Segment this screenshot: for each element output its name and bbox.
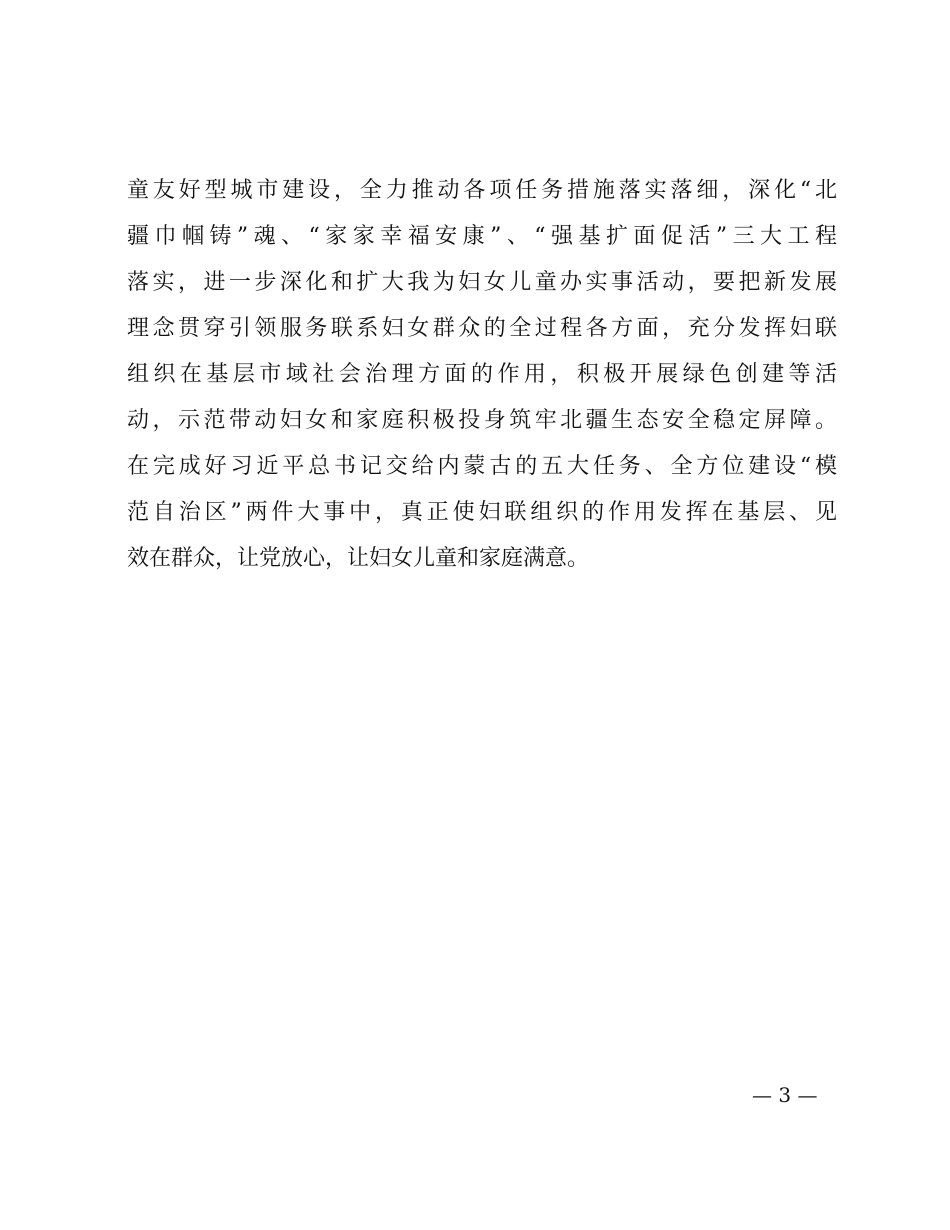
paragraph-line: 落实，进一步深化和扩大我为妇女儿童办实事活动，要把新发展 xyxy=(127,270,837,295)
paragraph-line: 动，示范带动妇女和家庭积极投身筑牢北疆生态安全稳定屏障。 xyxy=(127,408,837,433)
paragraph-line: 理念贯穿引领服务联系妇女群众的全过程各方面，充分发挥妇联 xyxy=(127,316,837,341)
paragraph-line: 范自治区”两件大事中，真正使妇联组织的作用发挥在基层、见 xyxy=(127,500,837,525)
paragraph-line: 童友好型城市建设，全力推动各项任务措施落实落细，深化“北 xyxy=(127,178,837,203)
paragraph-line: 组织在基层市域社会治理方面的作用，积极开展绿色创建等活 xyxy=(127,362,837,387)
paragraph-line: 在完成好习近平总书记交给内蒙古的五大任务、全方位建设“模 xyxy=(127,454,837,479)
page-number: — 3 — xyxy=(752,1083,818,1107)
body-paragraph xyxy=(127,168,837,582)
paragraph-line: 效在群众，让党放心，让妇女儿童和家庭满意。 xyxy=(127,546,590,571)
paragraph-line: 疆巾帼铸”魂、“家家幸福安康”、“强基扩面促活”三大工程 xyxy=(127,224,837,249)
